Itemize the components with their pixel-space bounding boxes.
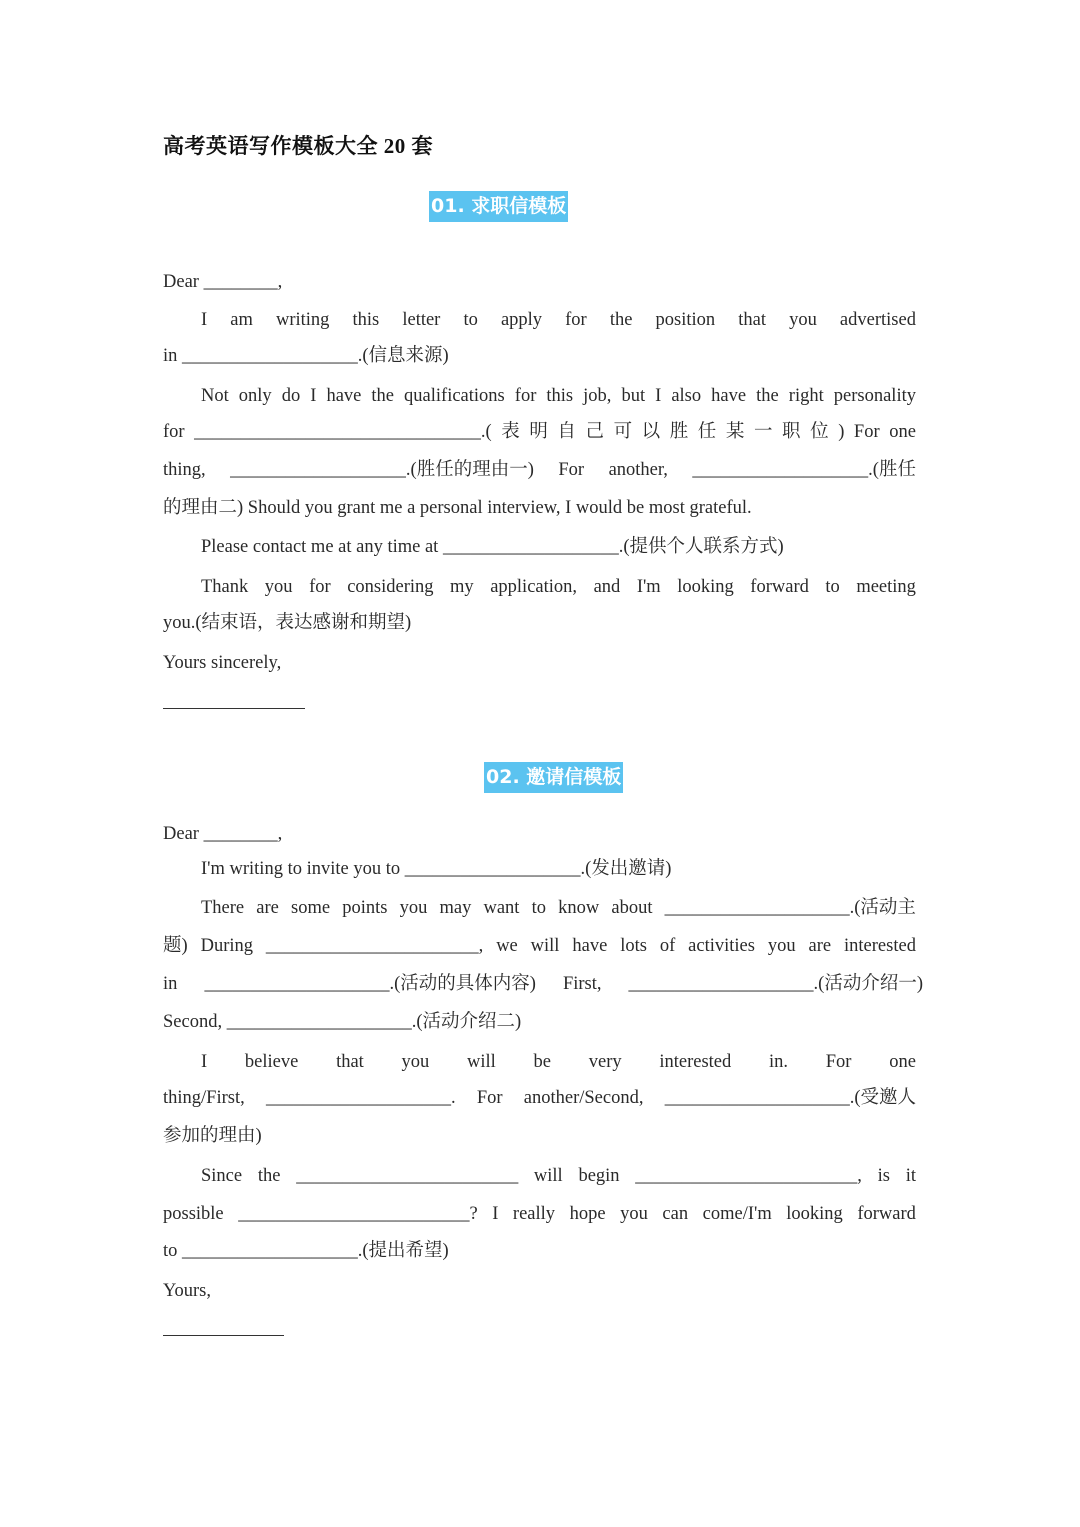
word: that xyxy=(738,310,766,330)
word: that xyxy=(336,1052,364,1072)
word: Not xyxy=(201,386,229,406)
word: I xyxy=(310,386,317,406)
word: this xyxy=(352,310,380,330)
word: qualifications xyxy=(404,386,505,406)
word: in xyxy=(163,974,178,994)
word: it xyxy=(905,1166,916,1186)
word: looking xyxy=(677,577,734,597)
word: can xyxy=(662,1204,689,1224)
word: ____________________. xyxy=(265,1088,456,1108)
word: During xyxy=(200,936,253,956)
section-1-tag: 01. 求职信模板 xyxy=(429,191,568,222)
word: believe xyxy=(244,1052,299,1072)
word: ____________________.(活动介绍一) xyxy=(628,974,923,994)
word: for xyxy=(309,577,331,597)
word: ________________________, xyxy=(635,1166,862,1186)
word: letter xyxy=(402,310,441,330)
word: one xyxy=(889,422,916,442)
word: will xyxy=(533,1166,563,1186)
word: personality xyxy=(833,386,916,406)
word: some xyxy=(291,898,331,918)
word: is xyxy=(877,1166,890,1186)
word: 明 xyxy=(529,422,548,442)
word: interested xyxy=(844,936,916,956)
word: 自 xyxy=(557,422,576,442)
word: 职 xyxy=(782,422,801,442)
word: forward xyxy=(750,577,809,597)
s2-line-5: Second, ____________________.(活动介绍二) xyxy=(163,1012,522,1032)
word: For xyxy=(558,460,585,480)
word: hope xyxy=(569,1204,606,1224)
word: the xyxy=(609,310,633,330)
word: do xyxy=(281,386,301,406)
word: begin xyxy=(578,1166,620,1186)
word: the xyxy=(756,386,779,406)
document-title: 高考英语写作模板大全 20 套 xyxy=(163,134,433,158)
s1-line-2: in ___________________.(信息来源) xyxy=(163,346,449,366)
s1-line-3 xyxy=(201,384,916,408)
word: application, xyxy=(490,577,578,597)
word: are xyxy=(808,936,832,956)
s2-line-9 xyxy=(201,1164,916,1188)
word: meeting xyxy=(856,577,916,597)
word: another/Second, xyxy=(523,1088,644,1108)
word: possible xyxy=(163,1204,224,1224)
word: this xyxy=(546,386,574,406)
word: For xyxy=(476,1088,503,1108)
word: am xyxy=(230,310,253,330)
word: my xyxy=(450,577,474,597)
word: ___________________.(胜任 xyxy=(692,460,916,480)
word: be xyxy=(533,1052,552,1072)
word: and xyxy=(593,577,621,597)
word: job, xyxy=(583,386,612,406)
word: position xyxy=(655,310,716,330)
word: you xyxy=(399,898,428,918)
word: 任 xyxy=(697,422,717,442)
s1-line-9: you.(结束语，表达感谢和期望) xyxy=(163,613,412,633)
word: First, xyxy=(562,974,602,994)
word: to xyxy=(825,577,840,597)
word: ____________________.(活动的具体内容) xyxy=(204,974,536,994)
word: points xyxy=(342,898,388,918)
s2-line-1: I'm writing to invite you to ___________________.(发出邀请) xyxy=(201,859,672,879)
word: really xyxy=(512,1204,556,1224)
word: have xyxy=(711,386,747,406)
word: There xyxy=(201,898,245,918)
s2-line-2 xyxy=(201,896,916,920)
word: you xyxy=(767,936,796,956)
word: have xyxy=(326,386,362,406)
s1-line-6: 的理由二) Should you grant me a personal interview, I would be most grateful. xyxy=(163,498,752,518)
word: ____________________.(受邀人 xyxy=(664,1088,916,1108)
word: we xyxy=(496,936,518,956)
word: of xyxy=(659,936,676,956)
word: you xyxy=(401,1052,430,1072)
word: are xyxy=(256,898,279,918)
s2-line-6 xyxy=(201,1050,916,1074)
word: thing, xyxy=(163,460,206,480)
word: _______________________, xyxy=(265,936,484,956)
word: will xyxy=(467,1052,496,1072)
word: I xyxy=(492,1204,499,1224)
word: another, xyxy=(608,460,668,480)
word: have xyxy=(572,936,608,956)
word: 题) xyxy=(163,936,188,956)
word: thing/First, xyxy=(163,1088,245,1108)
word: forward xyxy=(857,1204,916,1224)
s2-line-8: 参加的理由) xyxy=(163,1126,262,1146)
word: 己 xyxy=(585,422,604,442)
s1-salutation: Dear ________, xyxy=(163,272,283,292)
word: 可 xyxy=(613,422,633,442)
word: you xyxy=(789,310,817,330)
section-2-tag: 02. 邀请信模板 xyxy=(484,762,623,793)
word: writing xyxy=(275,310,330,330)
word: to xyxy=(463,310,478,330)
word: ___________________.(胜任的理由一) xyxy=(230,460,534,480)
word: you xyxy=(264,577,293,597)
word: one xyxy=(889,1052,916,1072)
word: very xyxy=(588,1052,622,1072)
s1-line-1 xyxy=(201,308,916,332)
s1-line-7: Please contact me at any time at ___________________.(提供个人联系方式) xyxy=(201,537,784,557)
word: may xyxy=(439,898,472,918)
s2-line-7 xyxy=(163,1086,916,1110)
word: want xyxy=(483,898,520,918)
word: I'm xyxy=(636,577,661,597)
word: 某 xyxy=(725,422,745,442)
word: the xyxy=(371,386,395,406)
s1-line-4 xyxy=(163,420,916,444)
word: Since xyxy=(201,1166,243,1186)
word: about xyxy=(611,898,653,918)
word: only xyxy=(238,386,272,406)
s2-line-3 xyxy=(163,934,916,958)
s1-signature-line xyxy=(163,708,305,709)
word: I xyxy=(655,386,662,406)
word: you xyxy=(620,1204,648,1224)
word: 位 xyxy=(810,422,829,442)
word: for xyxy=(514,386,537,406)
word: the xyxy=(257,1166,281,1186)
word: activities xyxy=(688,936,755,956)
word: I xyxy=(201,310,208,330)
s2-line-11: to ___________________.(提出希望) xyxy=(163,1241,449,1261)
word: interested xyxy=(659,1052,732,1072)
word: lots xyxy=(620,936,647,956)
s2-line-4 xyxy=(163,972,923,996)
word: for xyxy=(565,310,587,330)
s2-closing: Yours, xyxy=(163,1281,211,1301)
word: apply xyxy=(500,310,543,330)
word: to xyxy=(531,898,546,918)
word: For xyxy=(825,1052,852,1072)
s1-line-8 xyxy=(201,575,916,599)
word: _______________________________.( xyxy=(194,422,492,442)
word: 胜 xyxy=(669,422,689,442)
word: 以 xyxy=(641,422,661,442)
word: I xyxy=(201,1052,208,1072)
word: 一 xyxy=(753,422,773,442)
word: _________________________? xyxy=(238,1204,478,1224)
word: looking xyxy=(786,1204,843,1224)
word: ) xyxy=(838,422,845,442)
word: For xyxy=(853,422,880,442)
word: right xyxy=(788,386,824,406)
word: in. xyxy=(769,1052,789,1072)
word: ________________________ xyxy=(296,1166,519,1186)
word: will xyxy=(530,936,560,956)
s2-signature-line xyxy=(163,1335,284,1336)
word: but xyxy=(621,386,646,406)
word: ____________________.(活动主 xyxy=(664,898,916,918)
word: 表 xyxy=(501,422,520,442)
word: come/I'm xyxy=(702,1204,772,1224)
word: advertised xyxy=(839,310,916,330)
s1-closing: Yours sincerely, xyxy=(163,653,282,673)
s1-line-5 xyxy=(163,458,916,482)
word: Thank xyxy=(201,577,249,597)
word: for xyxy=(163,422,185,442)
s2-salutation: Dear ________, xyxy=(163,824,283,844)
word: also xyxy=(671,386,702,406)
word: considering xyxy=(347,577,434,597)
word: know xyxy=(558,898,600,918)
s2-line-10 xyxy=(163,1202,916,1226)
